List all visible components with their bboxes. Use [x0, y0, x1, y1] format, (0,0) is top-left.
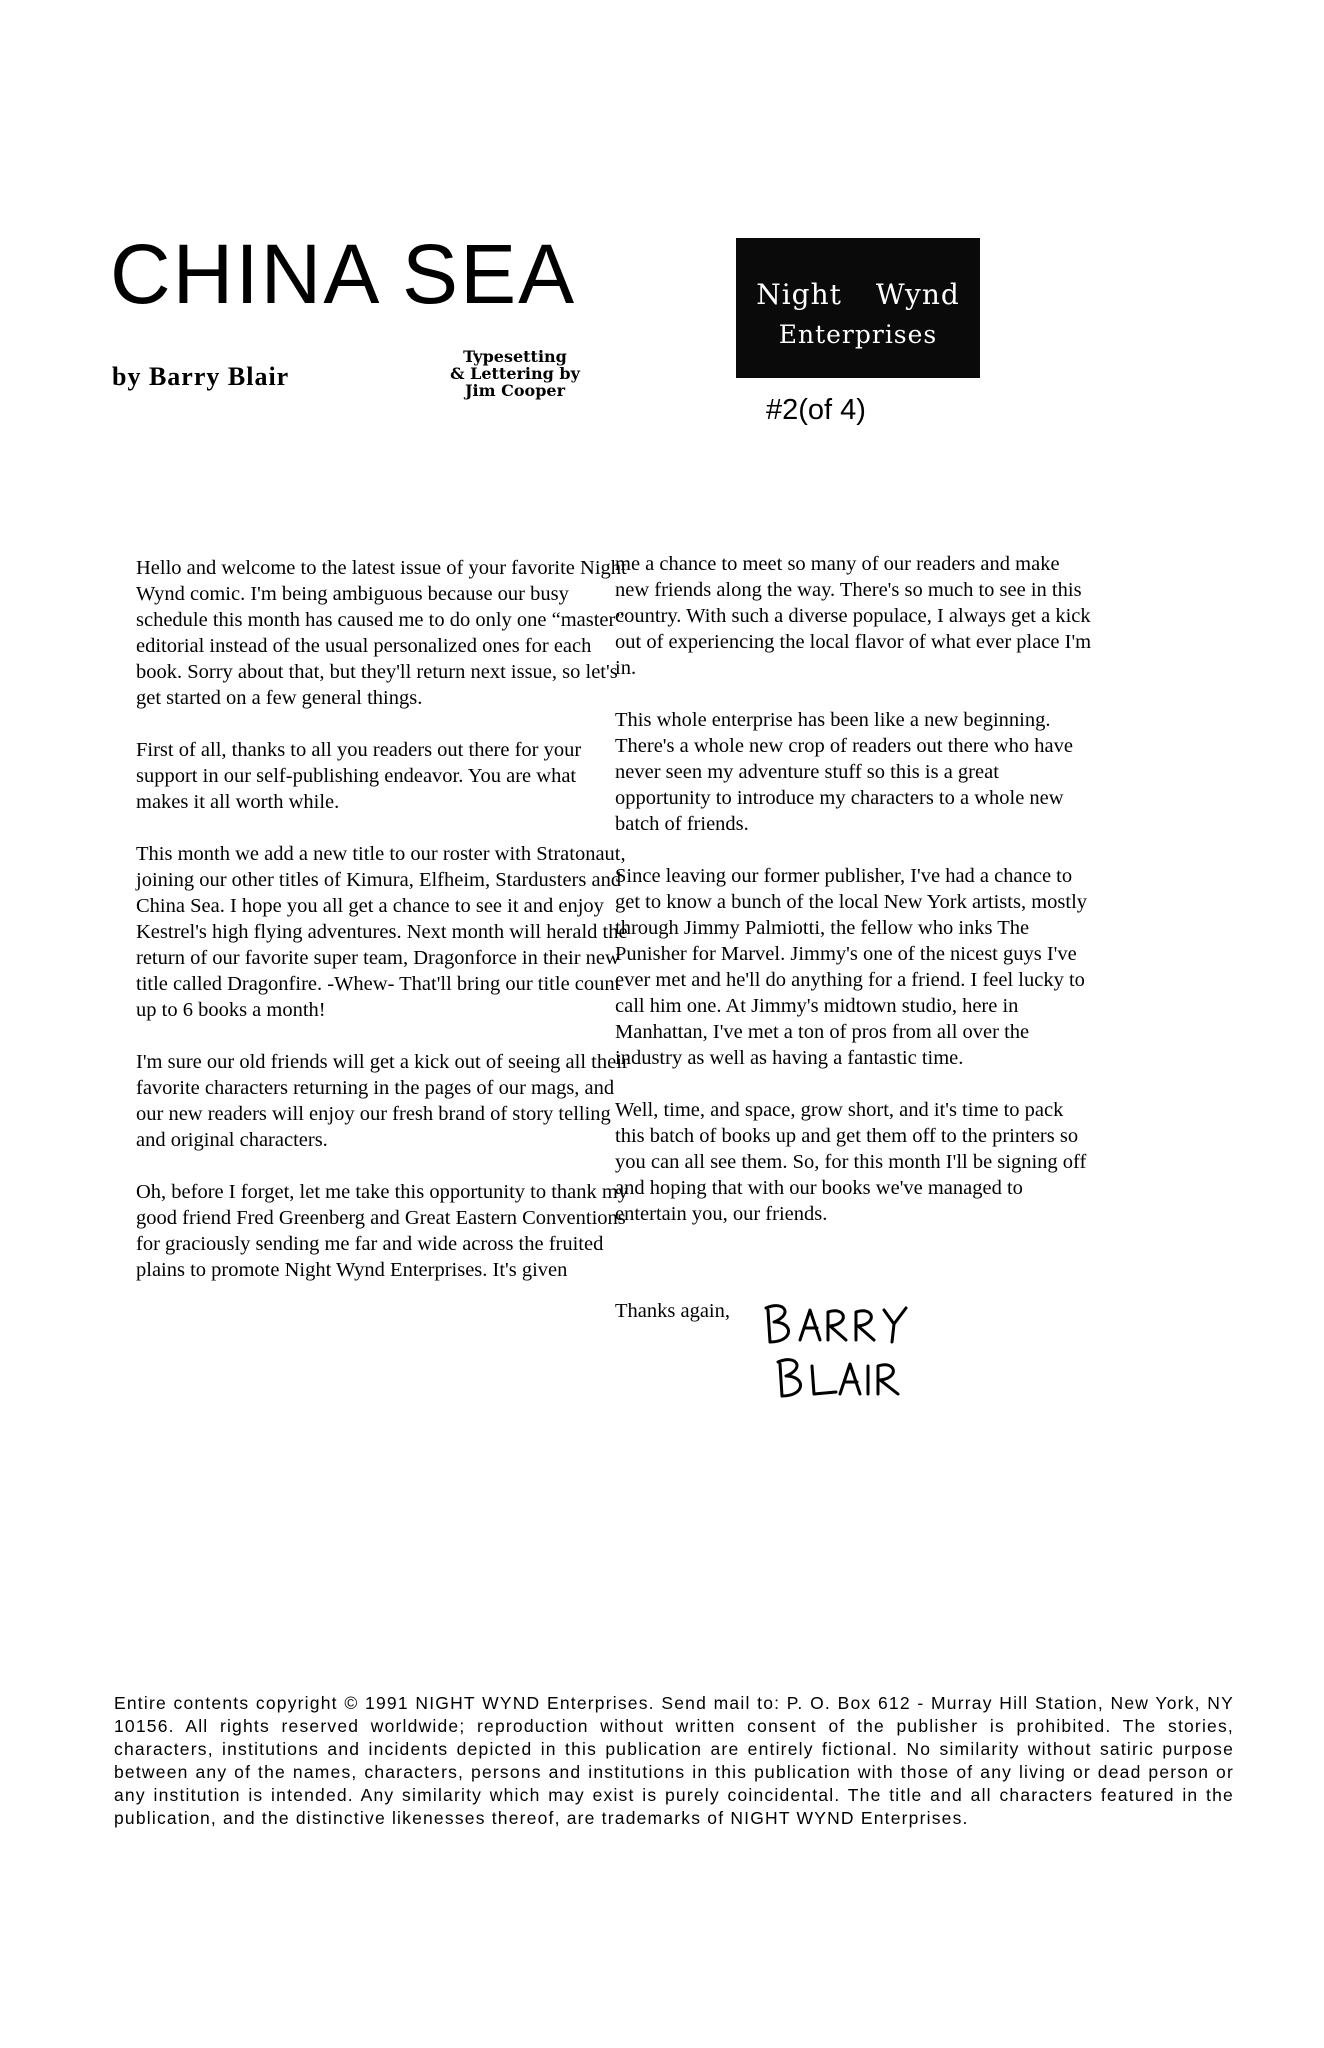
- signature: [760, 1292, 980, 1402]
- logo-line-2: Enterprises: [778, 320, 938, 349]
- copyright-notice: Entire contents copyright © 1991 NIGHT WYND Enterprises. Send mail to: P. O. Box 612 - Murray Hill Station, New York, NY 10156. All rights reserved worldwide; reproduction without written consent of the publisher is prohibited. The stories, characters, institutions and incidents depicted in this publication are entirely fictional. No similarity without satiric purpose between any of the names, characters, persons and institutions in this publication with those of any living or dead person or any institution is intended. Any similarity which may exist is purely coincidental. The title and all characters featured in the publication, and the distinctive likenesses thereof, are trademarks of NIGHT WYND Enterprises.: [114, 1693, 1234, 1828]
- paragraph: me a chance to meet so many of our readers and make new friends along the way. There's so much to see in this country. With such a diverse populace, I always get a kick out of experiencing the local flavor of what ever place I'm in.: [615, 553, 1092, 679]
- logo-word-wynd: Wynd: [875, 278, 960, 311]
- logo-line-1: [736, 278, 980, 311]
- credits-line-1: Typesetting: [463, 347, 567, 366]
- paragraph: Oh, before I forget, let me take this opportunity to thank my good friend Fred Greenberg and Great Eastern Conventions for graciously sending me far and wide across the fruited plains to promote Night Wynd Enterprises. It's given: [136, 1181, 629, 1281]
- paragraph: First of all, thanks to all you readers out there for your support in our self-publishing endeavor. You are what makes it all worth while.: [136, 739, 582, 813]
- credits-line-3: Jim Cooper: [464, 381, 566, 400]
- editorial-left-column: [136, 555, 632, 1309]
- paragraph: Hello and welcome to the latest issue of your favorite Night Wynd comic. I'm being ambiguous because our busy schedule this month has caused me to do only one “master” editorial instead of the usual personalized ones for each book. Sorry about that, but they'll return next issue, so let's get started on a few general things.: [136, 557, 627, 709]
- publisher-logo: [736, 238, 980, 378]
- editorial-right-column: [615, 551, 1095, 1253]
- paragraph: This month we add a new title to our roster with Stratonaut, joining our other titles of Kimura, Elfheim, Stardusters and China Sea. I hope you all get a chance to see it and enjoy Kestrel's high flying adventures. Next month will herald the return of our favorite super team, Dragonforce in their new title called Dragonfire. -Whew- That'll bring our title count up to 6 books a month!: [136, 843, 628, 1021]
- paragraph: Since leaving our former publisher, I've had a chance to get to know a bunch of the local New York artists, mostly through Jimmy Palmiotti, the fellow who inks The Punisher for Marvel. Jimmy's one of the nicest guys I've ever met and he'll do anything for a friend. I feel lucky to call him one. At Jimmy's midtown studio, here in Manhattan, I've met a ton of pros from all over the industry as well as having a fantastic time.: [615, 865, 1088, 1069]
- page-title: CHINA SEA: [110, 227, 577, 321]
- paragraph: Well, time, and space, grow short, and it's time to pack this batch of books up and get them off to the printers so you can all see them. So, for this month I'll be signing off and hoping that with our books we've managed to entertain you, our friends.: [615, 1099, 1087, 1225]
- logo-word-night: Night: [756, 278, 842, 311]
- paragraph: I'm sure our old friends will get a kick out of seeing all their favorite characters returning in the pages of our mags, and our new readers will enjoy our fresh brand of story telling and original characters.: [136, 1051, 629, 1151]
- credits-line-2: & Lettering by: [450, 364, 580, 383]
- closing-line: Thanks again,: [615, 1300, 730, 1322]
- credits: [410, 348, 620, 399]
- paragraph: This whole enterprise has been like a new beginning. There's a whole new crop of readers out there who have never seen my adventure stuff so this is a great opportunity to introduce my characters to a whole new batch of friends.: [615, 709, 1073, 835]
- author-byline: by Barry Blair: [112, 362, 290, 391]
- issue-number: #2(of 4): [766, 394, 866, 426]
